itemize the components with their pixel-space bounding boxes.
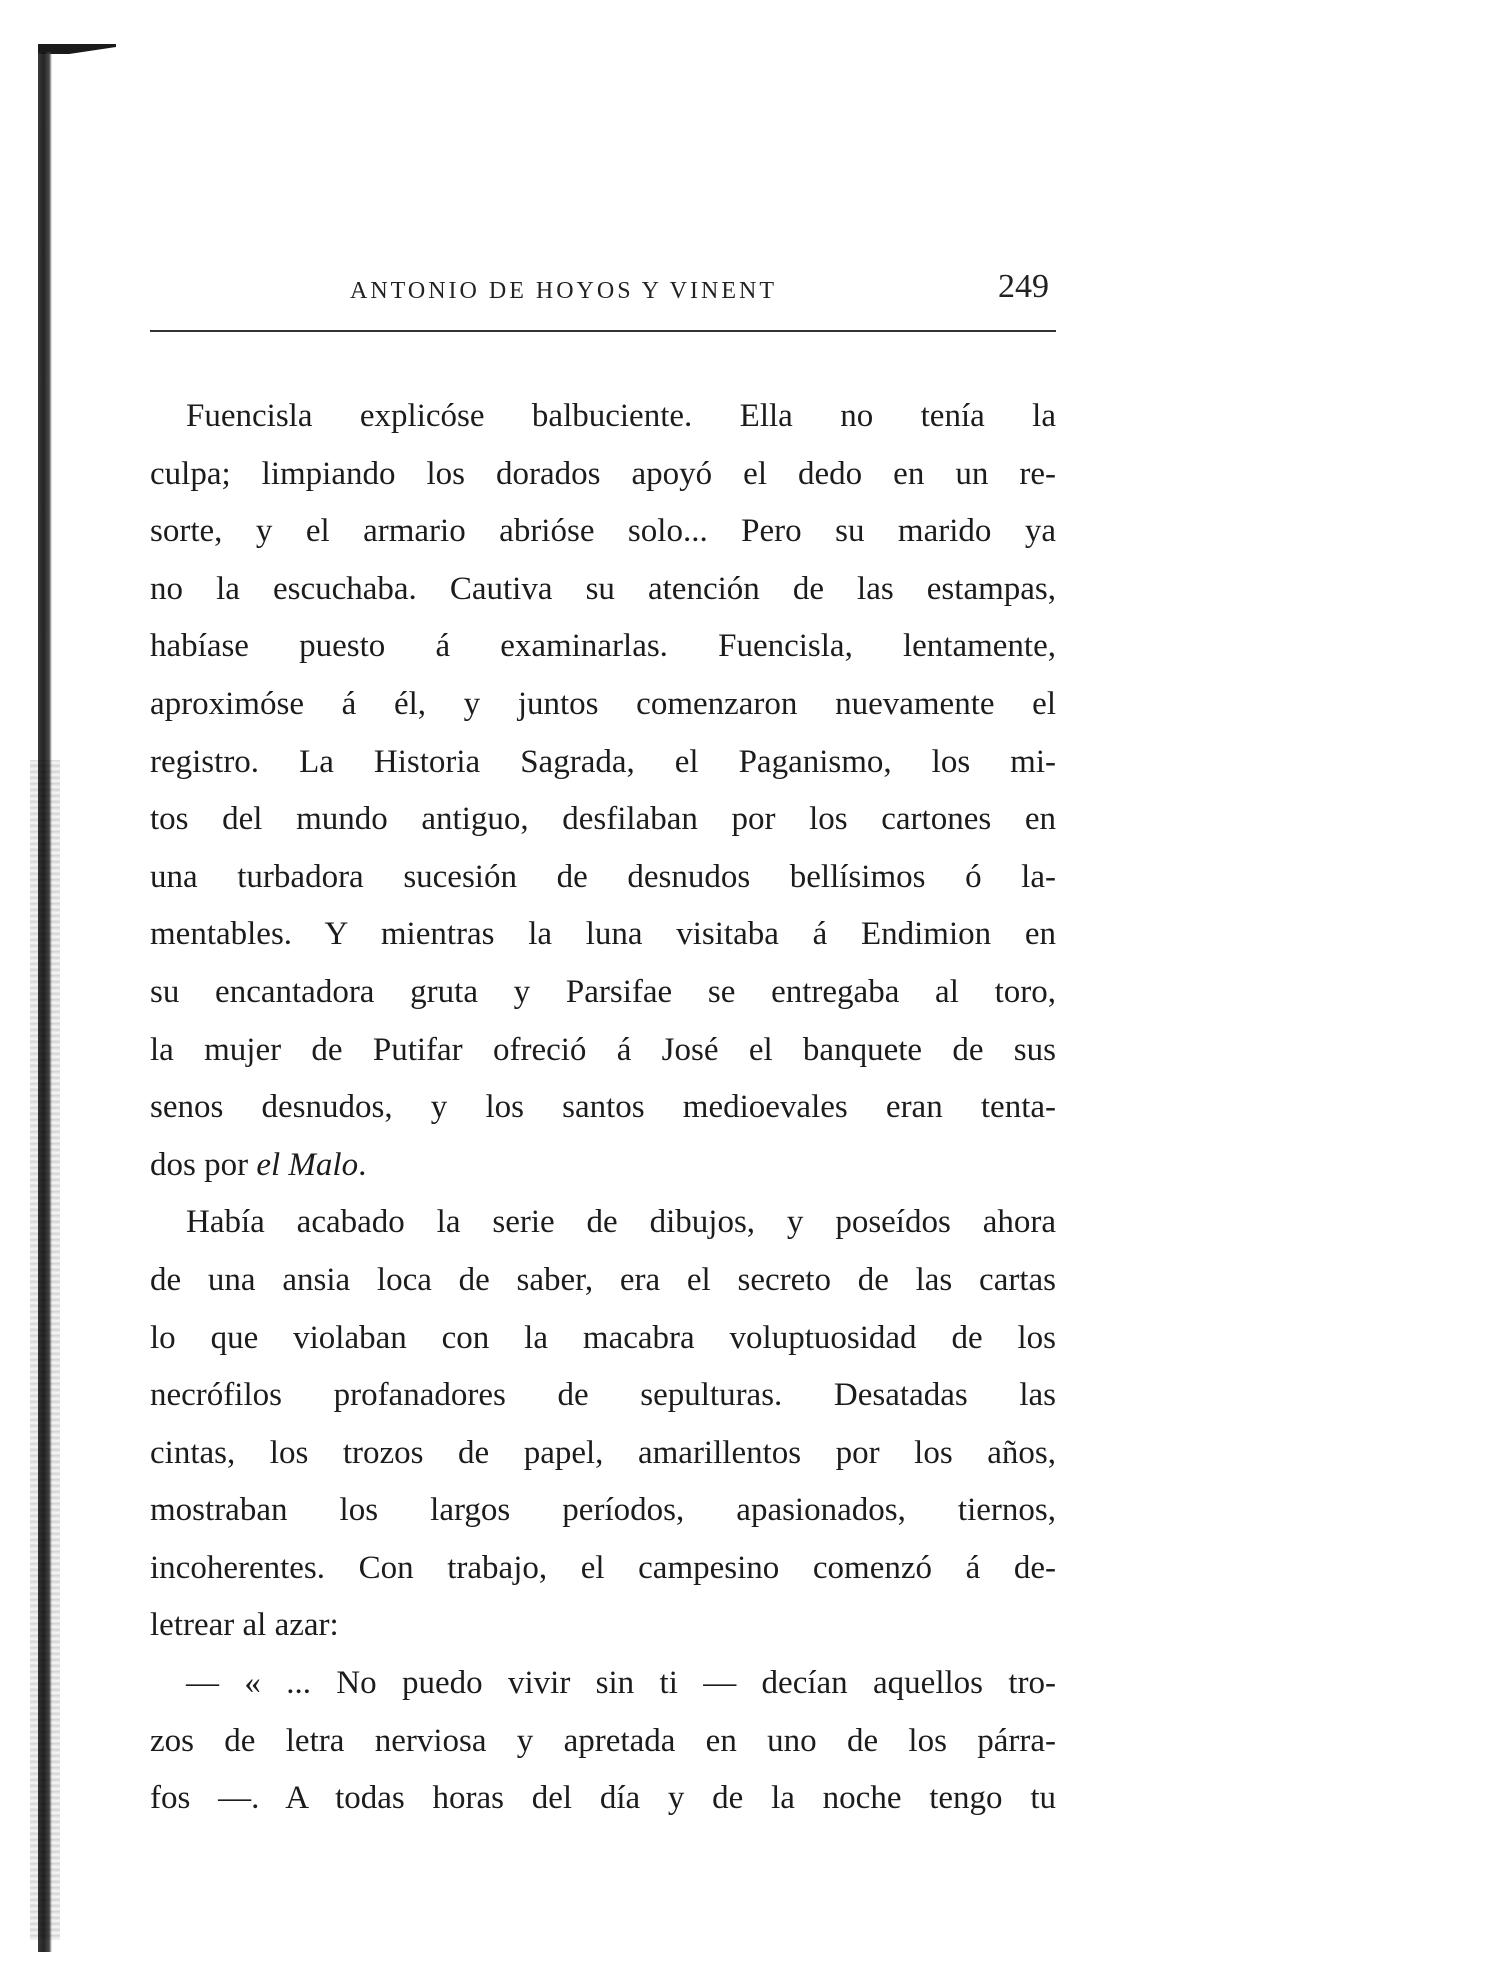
paragraph-1-line-11: su encantadora gruta y Parsifae se entregaba al toro, bbox=[150, 973, 1056, 1010]
paragraph-1-last-prefix: dos por bbox=[150, 1146, 257, 1183]
paragraph-2-line-5: cintas, los trozos de papel, amarillentos por los años, bbox=[150, 1434, 1056, 1471]
paragraph-1-line-4: no la escuchaba. Cautiva su atención de las estampas, bbox=[150, 570, 1056, 607]
paragraph-2-line-4: necrófilos profanadores de sepulturas. Desatadas las bbox=[150, 1377, 1056, 1414]
paragraph-1-last-suffix: . bbox=[358, 1146, 367, 1183]
paragraph-1-line-5: habíase puesto á examinarlas. Fuencisla, lentamente, bbox=[150, 628, 1056, 665]
paragraph-2-line-3: lo que violaban con la macabra voluptuosidad de los bbox=[150, 1319, 1056, 1356]
paragraph-2-line-7: incoherentes. Con trabajo, el campesino comenzó á de- bbox=[150, 1549, 1056, 1586]
running-head bbox=[150, 268, 1055, 318]
paragraph-2-line-2: de una ansia loca de saber, era el secreto de las cartas bbox=[150, 1261, 1056, 1298]
paragraph-1-line-8: tos del mundo antiguo, desfilaban por los cartones en bbox=[150, 801, 1056, 838]
paragraph-1-line-3: sorte, y el armario abrióse solo... Pero su marido ya bbox=[150, 513, 1056, 550]
running-title: ANTONIO DE HOYOS Y VINENT bbox=[350, 278, 777, 304]
body-text bbox=[150, 388, 1056, 1828]
paragraph-3-line-3: fos —. A todas horas del día y de la noche tengo tu bbox=[150, 1780, 1056, 1817]
paragraph-1-line-12: la mujer de Putifar ofreció á José el banquete de sus bbox=[150, 1031, 1056, 1068]
paragraph-1-line-1: Fuencisla explicóse balbuciente. Ella no tenía la bbox=[186, 398, 1056, 434]
paragraph-2-line-8: letrear al azar: bbox=[150, 1607, 339, 1644]
paragraph-1-line-2: culpa; limpiando los dorados apoyó el dedo en un re- bbox=[150, 455, 1056, 492]
paragraph-1-line-9: una turbadora sucesión de desnudos bellísimos ó la- bbox=[150, 858, 1056, 895]
page-number: 249 bbox=[998, 268, 1049, 305]
paragraph-2-line-1: Había acabado la serie de dibujos, y poseídos ahora bbox=[186, 1204, 1056, 1241]
paragraph-1-line-14 bbox=[150, 1137, 1056, 1195]
paragraph-3-line-1: — « ... No puedo vivir sin ti — decían aquellos tro- bbox=[186, 1665, 1056, 1702]
header-rule bbox=[150, 330, 1056, 332]
paragraph-1-line-7: registro. La Historia Sagrada, el Paganismo, los mi- bbox=[150, 743, 1056, 780]
italic-el-malo: el Malo bbox=[256, 1146, 359, 1183]
paragraph-1-line-13: senos desnudos, y los santos medioevales eran tenta- bbox=[150, 1089, 1056, 1126]
paragraph-1-line-6: aproximóse á él, y juntos comenzaron nuevamente el bbox=[150, 685, 1056, 722]
paragraph-3-line-2: zos de letra nerviosa y apretada en uno de los párra- bbox=[150, 1722, 1056, 1759]
paragraph-1-line-10: mentables. Y mientras la luna visitaba á Endimion en bbox=[150, 916, 1056, 953]
paragraph-2-line-6: mostraban los largos períodos, apasionados, tiernos, bbox=[150, 1492, 1056, 1529]
binding-speckle bbox=[30, 760, 60, 1940]
